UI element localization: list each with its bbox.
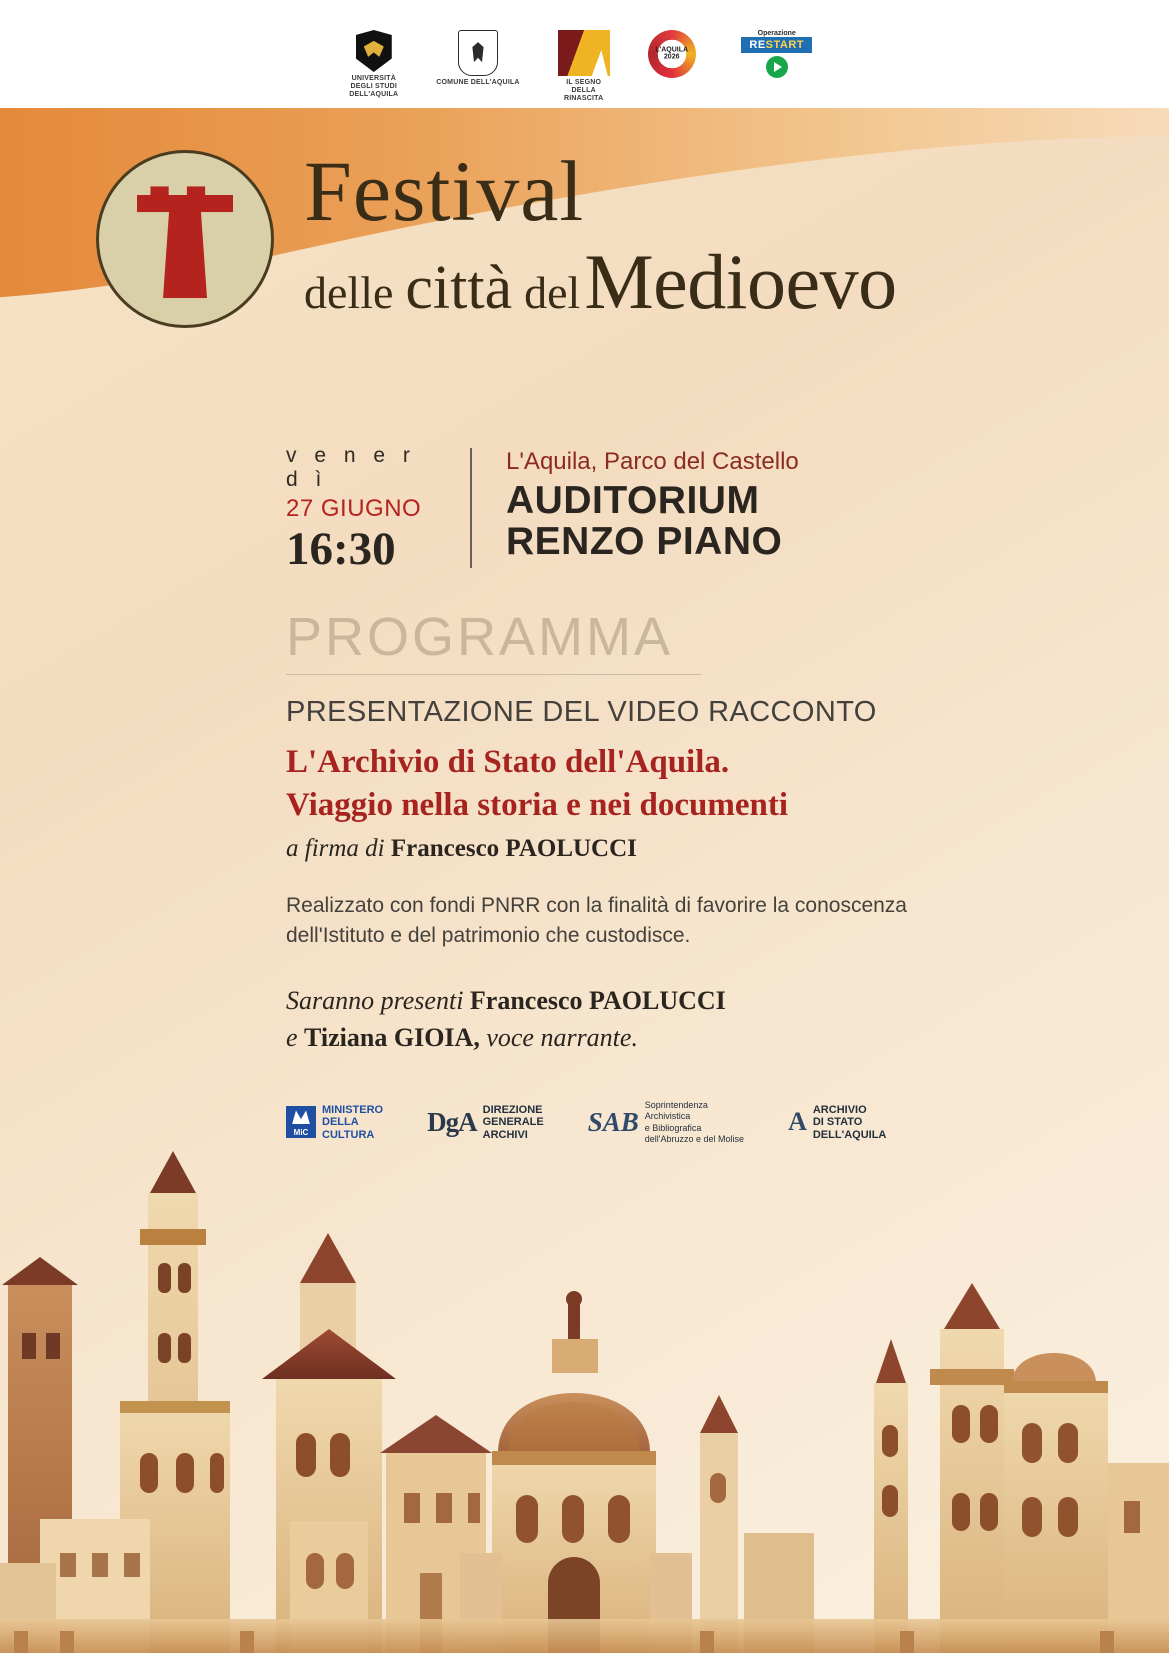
guest-name-2: Tiziana GIOIA, xyxy=(304,1023,480,1053)
tower-glyph xyxy=(131,186,239,296)
work-byline xyxy=(286,835,986,863)
vertical-divider xyxy=(470,448,472,568)
archivio-stato-monogram-icon: A xyxy=(788,1107,807,1137)
festival-title-delle: delle xyxy=(304,266,394,318)
logo-caption: IL SEGNO DELLA RINASCITA xyxy=(564,79,604,103)
event-weekday: v e n e r d ì xyxy=(286,444,416,491)
logo-caption: UNIVERSITÀ DEGLI STUDI DELL'AQUILA xyxy=(349,75,399,99)
event-date-column xyxy=(286,444,436,574)
guests-line xyxy=(286,982,986,1057)
laquila-2026-icon xyxy=(648,30,696,78)
logo-text-line3: DELL'AQUILA xyxy=(812,1128,887,1141)
comune-crest-icon xyxy=(458,30,498,76)
logo-text-line1: DIREZIONE xyxy=(482,1103,543,1116)
logo-operazione-restart xyxy=(734,30,820,78)
logo-text-line2: DI STATO xyxy=(812,1116,863,1129)
festival-title-citta: città xyxy=(405,253,513,322)
restart-badge xyxy=(741,37,812,53)
logo-text-line2: GENERALE xyxy=(482,1116,544,1129)
work-title-line2: Viaggio nella storia e nei documenti xyxy=(286,786,788,823)
venue-name-line1: AUDITORIUM xyxy=(506,479,760,522)
festival-title-line1: Festival xyxy=(304,143,585,240)
logo-text-line1: ARCHIVIO xyxy=(812,1103,867,1116)
presentation-label: PRESENTAZIONE DEL VIDEO RACCONTO xyxy=(286,696,877,728)
festival-tower-seal-icon xyxy=(96,150,274,328)
programma-heading: PROGRAMMA xyxy=(286,607,674,667)
byline-prefix: a firma di xyxy=(286,834,391,862)
festival-title-texts xyxy=(304,143,897,327)
restart-caption: Operazione xyxy=(757,30,796,37)
byline-author: Francesco PAOLUCCI xyxy=(390,834,637,862)
logo-text-line3: e Bibliografica xyxy=(644,1122,702,1133)
festival-title-del: del xyxy=(524,266,581,318)
logo-caption: COMUNE DELL'AQUILA xyxy=(436,79,520,86)
work-title-line1: L'Archivio di Stato dell'Aquila. xyxy=(286,744,730,780)
event-date-venue xyxy=(286,444,799,574)
event-venue-column xyxy=(506,444,799,574)
event-time: 16:30 xyxy=(286,523,396,575)
logo-text-line3: CULTURA xyxy=(322,1128,375,1141)
university-crest-icon xyxy=(356,30,392,72)
restart-re: RE xyxy=(749,39,766,51)
restart-start: START xyxy=(765,39,805,51)
festival-title-medioevo: Medioevo xyxy=(584,237,897,325)
funding-note: Realizzato con fondi PNRR con la finalità di favorire la conoscenza dell'Istituto e del patrimonio che custodisce. xyxy=(286,893,907,948)
guests-join: e xyxy=(286,1023,305,1053)
logo-text-line4: dell'Abruzzo e del Molise xyxy=(644,1133,745,1144)
segno-rinascita-icon xyxy=(558,30,610,76)
logo-text-line1: Soprintendenza xyxy=(644,1100,708,1110)
logo-text-line3: ARCHIVI xyxy=(482,1128,528,1141)
logo-text-line2: DELLA xyxy=(322,1116,359,1129)
play-icon xyxy=(766,56,788,78)
festival-title-line2 xyxy=(304,237,897,327)
event-date: 27 GIUGNO xyxy=(286,495,422,522)
programma-content xyxy=(286,696,986,1057)
guest-name-1: Francesco PAOLUCCI xyxy=(469,985,726,1015)
venue-name-line2: RENZO PIANO xyxy=(506,520,783,564)
logo-comune-dellaquila xyxy=(436,30,519,87)
festival-title-block xyxy=(96,143,1076,328)
programma-divider xyxy=(286,674,701,675)
sab-monogram-icon: SAB xyxy=(587,1107,639,1137)
sponsor-logo-strip xyxy=(0,30,1169,120)
logo-il-segno-della-rinascita xyxy=(558,30,610,103)
logo-text-line2: Archivistica xyxy=(644,1111,691,1122)
guests-prefix: Saranno presenti xyxy=(286,985,470,1015)
logo-universita-degli-studi-dellaquila xyxy=(349,30,398,99)
venue-city: L'Aquila, Parco del Castello xyxy=(506,448,799,475)
logo-text-line1: MINISTERO xyxy=(322,1103,384,1116)
programma-heading-block xyxy=(286,606,706,675)
logo-badge-text: L'AQUILA 2026 xyxy=(655,46,689,61)
medieval-city-skyline-illustration xyxy=(0,1133,1169,1653)
guest-role: voce narrante. xyxy=(479,1023,638,1053)
dga-monogram-icon: DgA xyxy=(427,1106,477,1137)
logo-laquila-2026 xyxy=(648,30,696,78)
